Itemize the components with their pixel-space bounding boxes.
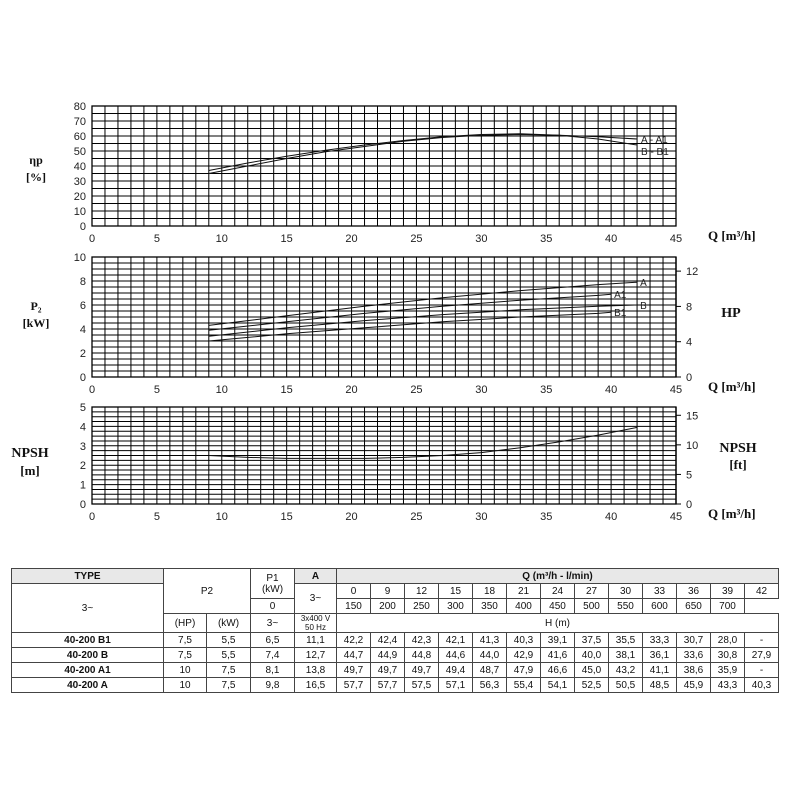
series-line [209, 427, 637, 458]
y-axis-label: ηp [29, 153, 43, 167]
head-cell: 41,1 [643, 663, 677, 678]
p1-cell: 7,4 [251, 648, 295, 663]
series-label: B1 [614, 308, 627, 320]
y-tick-label: 2 [79, 348, 86, 360]
current-header: A [295, 569, 337, 584]
y-tick-label: 10 [73, 252, 86, 264]
p1-header: P1 (kW) [251, 569, 295, 599]
y-tick-label: 4 [79, 421, 86, 434]
chart-panel-1 [92, 106, 676, 226]
head-cell: 42,1 [439, 633, 473, 648]
flow-lmin-cell: 0 [251, 599, 295, 614]
head-cell: 37,5 [575, 633, 609, 648]
x-tick-label: 10 [215, 384, 228, 396]
head-cell: 48,7 [473, 663, 507, 678]
x-tick-label: 5 [153, 233, 160, 245]
head-cell: 30,8 [711, 648, 745, 663]
y-tick-label: 0 [79, 221, 86, 233]
head-cell: 46,6 [541, 663, 575, 678]
y2-tick-label: 5 [686, 469, 693, 482]
x-tick-label: 35 [540, 233, 553, 245]
y-tick-label: 4 [79, 324, 86, 336]
flow-m3h-cell: 39 [711, 584, 745, 599]
y-tick-label: 70 [73, 116, 86, 128]
y-tick-label: 10 [73, 206, 86, 218]
y-tick-label: 30 [73, 176, 86, 188]
flow-lmin-cell: 200 [371, 599, 405, 614]
x-tick-label: 40 [604, 233, 618, 245]
hp-cell: 10 [164, 663, 207, 678]
kw-unit: (kW) [207, 614, 251, 633]
hp-cell: 10 [164, 678, 207, 693]
flow-m3h-cell: 36 [677, 584, 711, 599]
flow-lmin-cell: 150 [337, 599, 371, 614]
hp-cell: 7,5 [164, 633, 207, 648]
head-cell: 41,6 [541, 648, 575, 663]
x-tick-label: 40 [604, 384, 618, 396]
kw-cell: 7,5 [207, 663, 251, 678]
head-cell: 45,9 [677, 678, 711, 693]
head-cell: 49,4 [439, 663, 473, 678]
head-cell: 49,7 [337, 663, 371, 678]
x-tick-label: 5 [153, 511, 160, 523]
x-tick-label: 40 [604, 511, 618, 523]
head-cell: 47,9 [507, 663, 541, 678]
x-tick-label: 10 [215, 511, 228, 523]
head-cell: 35,5 [609, 633, 643, 648]
series-label: B - B1 [641, 147, 669, 158]
flow-lmin-cell: 250 [405, 599, 439, 614]
x-axis-label: Q [m³/h] [708, 228, 756, 243]
current-cell: 16,5 [295, 678, 337, 693]
y2-tick-label: 0 [686, 372, 693, 384]
x-tick-label: 20 [345, 511, 358, 523]
head-cell: 44,0 [473, 648, 507, 663]
head-cell: 40,3 [507, 633, 541, 648]
p1-cell: 9,8 [251, 678, 295, 693]
flow-m3h-cell: 27 [575, 584, 609, 599]
series-label: A - A1 [641, 135, 668, 146]
kw-cell: 5,5 [207, 633, 251, 648]
head-cell: 57,7 [371, 678, 405, 693]
hp-cell: 7,5 [164, 648, 207, 663]
head-cell: 38,6 [677, 663, 711, 678]
table-row [12, 648, 779, 663]
head-cell: 57,1 [439, 678, 473, 693]
head-cell: 30,7 [677, 633, 711, 648]
x-tick-label: 30 [475, 233, 488, 245]
head-cell: 57,7 [337, 678, 371, 693]
head-cell: 42,2 [337, 633, 371, 648]
x-tick-label: 15 [280, 233, 293, 245]
current-cell: 12,7 [295, 648, 337, 663]
x-tick-label: 15 [280, 384, 293, 396]
current-cell: 11,1 [295, 633, 337, 648]
p1-phase: 3~ [251, 614, 295, 633]
table-row [12, 663, 779, 678]
x-tick-label: 0 [88, 384, 96, 396]
flow-m3h-cell: 21 [507, 584, 541, 599]
x-tick-label: 25 [410, 233, 423, 245]
kw-cell: 5,5 [207, 648, 251, 663]
flow-lmin-cell: 650 [677, 599, 711, 614]
head-cell: 49,7 [371, 663, 405, 678]
type-cell: 40-200 A1 [12, 663, 164, 678]
x-tick-label: 20 [345, 233, 358, 245]
head-cell: - [745, 663, 779, 678]
head-cell: 28,0 [711, 633, 745, 648]
y-tick-label: 2 [79, 460, 86, 473]
type-cell: 40-200 A [12, 678, 164, 693]
type-header: TYPE [12, 569, 164, 584]
y2-axis-unit: [ft] [729, 457, 747, 472]
y2-tick-label: 15 [686, 410, 699, 423]
x-tick-label: 0 [88, 511, 96, 523]
head-cell: 42,3 [405, 633, 439, 648]
head-cell: 40,3 [745, 678, 779, 693]
flow-m3h-cell: 42 [745, 584, 779, 599]
y2-tick-label: 8 [686, 301, 693, 314]
flow-m3h-cell: 15 [439, 584, 473, 599]
y-tick-label: 60 [73, 131, 86, 143]
y-tick-label: 80 [73, 101, 86, 113]
head-cell: 57,5 [405, 678, 439, 693]
head-cell: 36,1 [643, 648, 677, 663]
p2-header: P2 [164, 569, 251, 614]
y-tick-label: 20 [73, 191, 86, 203]
series-line [209, 282, 637, 325]
x-tick-label: 25 [410, 511, 423, 523]
x-tick-label: 30 [475, 384, 488, 396]
y-axis-label: P₂ [30, 299, 42, 313]
head-cell: 33,6 [677, 648, 711, 663]
y-tick-label: 0 [79, 372, 86, 384]
flow-header: Q (m³/h - l/min) [337, 569, 779, 584]
table-row [12, 633, 779, 648]
head-cell: 52,5 [575, 678, 609, 693]
head-cell: 49,7 [405, 663, 439, 678]
y2-axis-label: NPSH [719, 441, 757, 456]
head-cell: 40,0 [575, 648, 609, 663]
y-axis-unit: [m] [20, 463, 40, 478]
x-tick-label: 45 [669, 384, 683, 396]
flow-m3h-cell: 18 [473, 584, 507, 599]
x-tick-label: 20 [345, 384, 358, 396]
series-line [209, 305, 637, 336]
flow-lmin-cell: 550 [609, 599, 643, 614]
current-phase: 3~ [295, 584, 337, 614]
y-tick-label: 50 [73, 146, 86, 158]
head-cell: 38,1 [609, 648, 643, 663]
y2-tick-label: 10 [686, 439, 699, 452]
x-tick-label: 15 [280, 511, 293, 523]
y-tick-label: 40 [73, 161, 86, 173]
head-cell: 43,2 [609, 663, 643, 678]
head-cell: 44,8 [405, 648, 439, 663]
head-cell: 42,9 [507, 648, 541, 663]
x-tick-label: 10 [215, 233, 228, 245]
x-axis-label: Q [m³/h] [708, 506, 756, 521]
head-cell: 42,4 [371, 633, 405, 648]
y-axis-label: NPSH [11, 446, 49, 461]
series-label: A1 [614, 290, 627, 302]
flow-m3h-cell: 24 [541, 584, 575, 599]
y-tick-label: 8 [79, 276, 86, 288]
x-tick-label: 0 [88, 233, 96, 245]
head-cell: 45,0 [575, 663, 609, 678]
flow-lmin-cell: 450 [541, 599, 575, 614]
head-cell: 55,4 [507, 678, 541, 693]
series-line [209, 135, 637, 174]
type-cell: 40-200 B [12, 648, 164, 663]
p1-cell: 8,1 [251, 663, 295, 678]
flow-lmin-cell: 300 [439, 599, 473, 614]
flow-lmin-cell: 350 [473, 599, 507, 614]
type-cell: 40-200 B1 [12, 633, 164, 648]
chart-panel-3 [92, 407, 681, 504]
x-tick-label: 25 [410, 384, 423, 396]
head-cell: 39,1 [541, 633, 575, 648]
y-tick-label: 0 [79, 499, 86, 511]
flow-lmin-cell: 400 [507, 599, 541, 614]
head-cell: 43,3 [711, 678, 745, 693]
performance-table [11, 568, 779, 693]
y-axis-unit: [%] [26, 170, 46, 184]
y2-tick-label: 12 [686, 266, 699, 279]
kw-cell: 7,5 [207, 678, 251, 693]
head-cell: 27,9 [745, 648, 779, 663]
series-label: B [640, 301, 647, 312]
y-axis-unit: [kW] [22, 316, 50, 330]
head-cell: 56,3 [473, 678, 507, 693]
phase-label: 3~ [12, 584, 164, 633]
current-cell: 13,8 [295, 663, 337, 678]
supply-spec: 3x400 V 50 Hz [295, 614, 337, 633]
x-tick-label: 30 [475, 511, 488, 523]
y2-tick-label: 4 [686, 336, 693, 349]
head-cell: 44,6 [439, 648, 473, 663]
flow-m3h-cell: 9 [371, 584, 405, 599]
head-cell: 50,5 [609, 678, 643, 693]
head-cell: 54,1 [541, 678, 575, 693]
x-tick-label: 45 [669, 233, 683, 245]
head-header: H (m) [337, 614, 779, 633]
series-label: A [640, 278, 647, 290]
y-tick-label: 5 [79, 402, 86, 414]
head-cell: - [745, 633, 779, 648]
x-axis-label: Q [m³/h] [708, 379, 756, 394]
y-tick-label: 1 [79, 479, 86, 492]
y2-tick-label: 0 [686, 499, 693, 511]
x-tick-label: 45 [669, 511, 683, 523]
y2-axis-label: HP [721, 306, 741, 321]
y-tick-label: 3 [79, 440, 86, 453]
hp-unit: (HP) [164, 614, 207, 633]
x-tick-label: 5 [153, 384, 160, 396]
chart-panel-2 [92, 257, 681, 377]
p1-cell: 6,5 [251, 633, 295, 648]
head-cell: 44,9 [371, 648, 405, 663]
head-cell: 35,9 [711, 663, 745, 678]
flow-m3h-cell: 12 [405, 584, 439, 599]
y-tick-label: 6 [79, 300, 86, 312]
head-cell: 48,5 [643, 678, 677, 693]
flow-lmin-cell: 500 [575, 599, 609, 614]
x-tick-label: 35 [540, 511, 553, 523]
table-row [12, 678, 779, 693]
flow-lmin-cell: 700 [711, 599, 745, 614]
flow-m3h-cell: 30 [609, 584, 643, 599]
head-cell: 41,3 [473, 633, 507, 648]
head-cell: 44,7 [337, 648, 371, 663]
flow-lmin-cell: 600 [643, 599, 677, 614]
flow-m3h-cell: 0 [337, 584, 371, 599]
head-cell: 33,3 [643, 633, 677, 648]
x-tick-label: 35 [540, 384, 553, 396]
flow-m3h-cell: 33 [643, 584, 677, 599]
